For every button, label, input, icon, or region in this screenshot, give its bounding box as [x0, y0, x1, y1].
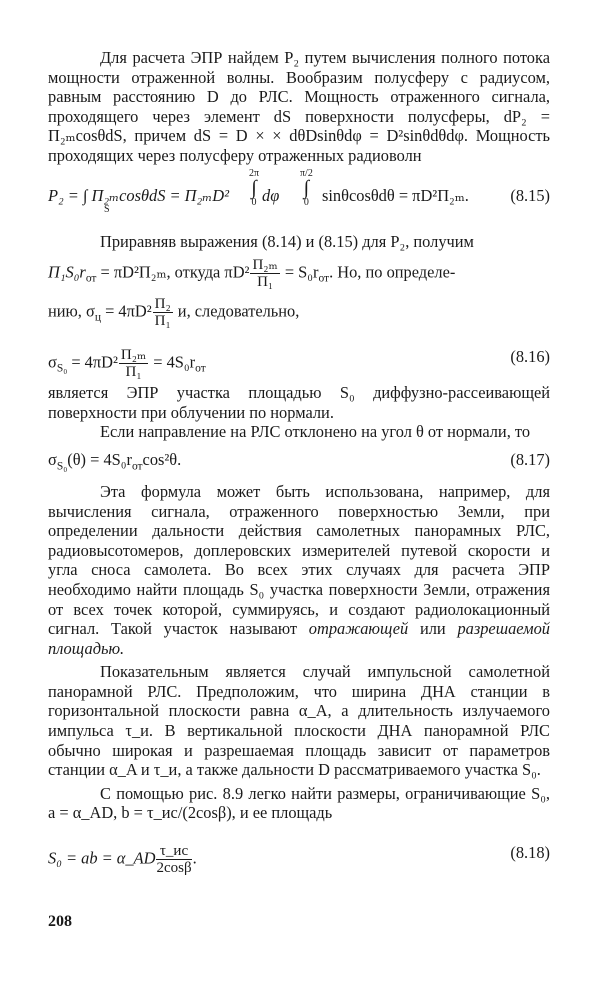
paragraph-1: Для расчета ЭПР найдем P₂ путем вычисления полного потока мощности отраженной волны. Вообразим полусферу с радиусом, равным расстоянию D до РЛС. Мощность отраженного сигнала, проходящего через элемент dS поверхности полусферы, dP₂ = Π₂ₘcosθdS, причем dS = D × × dθDsinθdφ = D²sinθdθdφ. Мощность проходящих через полусферу отраженных радиоволн	[48, 48, 550, 165]
eq-8-15-mid: dφ	[262, 185, 280, 205]
paragraph-5: Эта формула может быть использована, например, для вычисления сигнала, отраженного поверхностью Земли, при определении дальности действия самолетных панорамных РЛС, радиовысотомеров, доплеровских измерителей путевой скорости и угла сноса самолета. Во всех этих случаях для расчета ЭПР необходимо найти площадь S₀ участка поверхности Земли, отражения от всех точек которой, суммируясь, и создают радиолокационный сигнал. Такой участок называют отражающей или разрешаемой площадью.	[48, 481, 550, 658]
text-column	[48, 48, 550, 877]
equation-8-17: $\sigma_{S_0}(\theta) = 4S_0r_{от}\cos^2\theta$. (8.17)	[48, 449, 550, 473]
eq-8-16-number: (8.16)	[510, 347, 550, 367]
eq-8-15-rhs: sinθcosθdθ = πD²Π₂ₘ.	[322, 185, 469, 205]
paragraph-4: Если направление на РЛС отклонено на угол θ от нормали, то	[100, 422, 531, 442]
equation-8-16: $\sigma_{S_0} = 4\pi D^2$ $\frac{\text{Π₂ₘ}}{\text{Π₁}}$ = $4S_0r_{от}$ (8.16)	[48, 347, 550, 381]
page-number: 208	[48, 913, 72, 930]
eq-8-15-lim2: π/2 ∫ 0	[300, 167, 313, 208]
paragraph-3: является ЭПР участка площадью S₀ диффузно-рассеивающей поверхности при облучении по нормали.	[48, 383, 550, 422]
paragraph-2a: Приравняв выражения (8.14) и (8.15) для P₂, получим	[100, 231, 474, 251]
eq-8-15-lim1: 2π ∫ 0	[249, 167, 260, 208]
paragraph-2c: нию, $\sigma_ц = 4\pi D^2$ $\frac{\text{Π₂}}{\text{Π₁}}$ и, следовательно,	[48, 296, 300, 330]
eq-8-17-number: (8.17)	[510, 449, 550, 469]
eq-8-15-number: (8.15)	[510, 185, 550, 205]
paragraph-6: Показательным является случай импульсной самолетной панорамной РЛС. Предположим, что ширина ДНА станции в горизонтальной плоскости равна α_A, а длительность излучаемого импульса τ_и. В вертикальной плоскости ДНА панорамной РЛС обычно широкая и разрешаемая площадь зависит от параметров станции α_A и τ_и, а также дальности D рассматриваемого участка S₀.	[48, 662, 550, 780]
equation-8-18: S₀ = ab = α_AD $\frac{\tau\_иc}{2\cos\beta}$ . (8.18)	[48, 843, 550, 877]
eq-8-15-lhs: P₂ = ∫ Π₂ₘcosθdS = Π₂ₘD²	[48, 185, 230, 205]
paragraph-7: С помощью рис. 8.9 легко найти размеры, ограничивающие S₀, a = α_AD, b = τ_иc/(2cosβ), и ее площадь	[48, 783, 550, 823]
fraction-4: $\frac{\tau\_иc}{2\cos\beta}$	[156, 843, 192, 877]
eq-8-15-sub-s: S	[104, 203, 110, 215]
paragraph-2b: $\Pi_1S_0r_{от} = \pi D^2\Pi_{2m}$, откуда πD² $\frac{\text{Π₂ₘ}}{\text{Π₁}}$ = $S_0r_{от}$. Но, по определе-	[48, 257, 456, 291]
eq-8-18-number: (8.18)	[510, 843, 550, 863]
fraction-2: $\frac{\text{Π₂}}{\text{Π₁}}$	[154, 296, 171, 330]
fraction-3: $\frac{\text{Π₂ₘ}}{\text{Π₁}}$	[120, 347, 147, 381]
fraction-1: $\frac{\text{Π₂ₘ}}{\text{Π₁}}$	[252, 257, 278, 291]
equation-8-15	[48, 168, 550, 226]
